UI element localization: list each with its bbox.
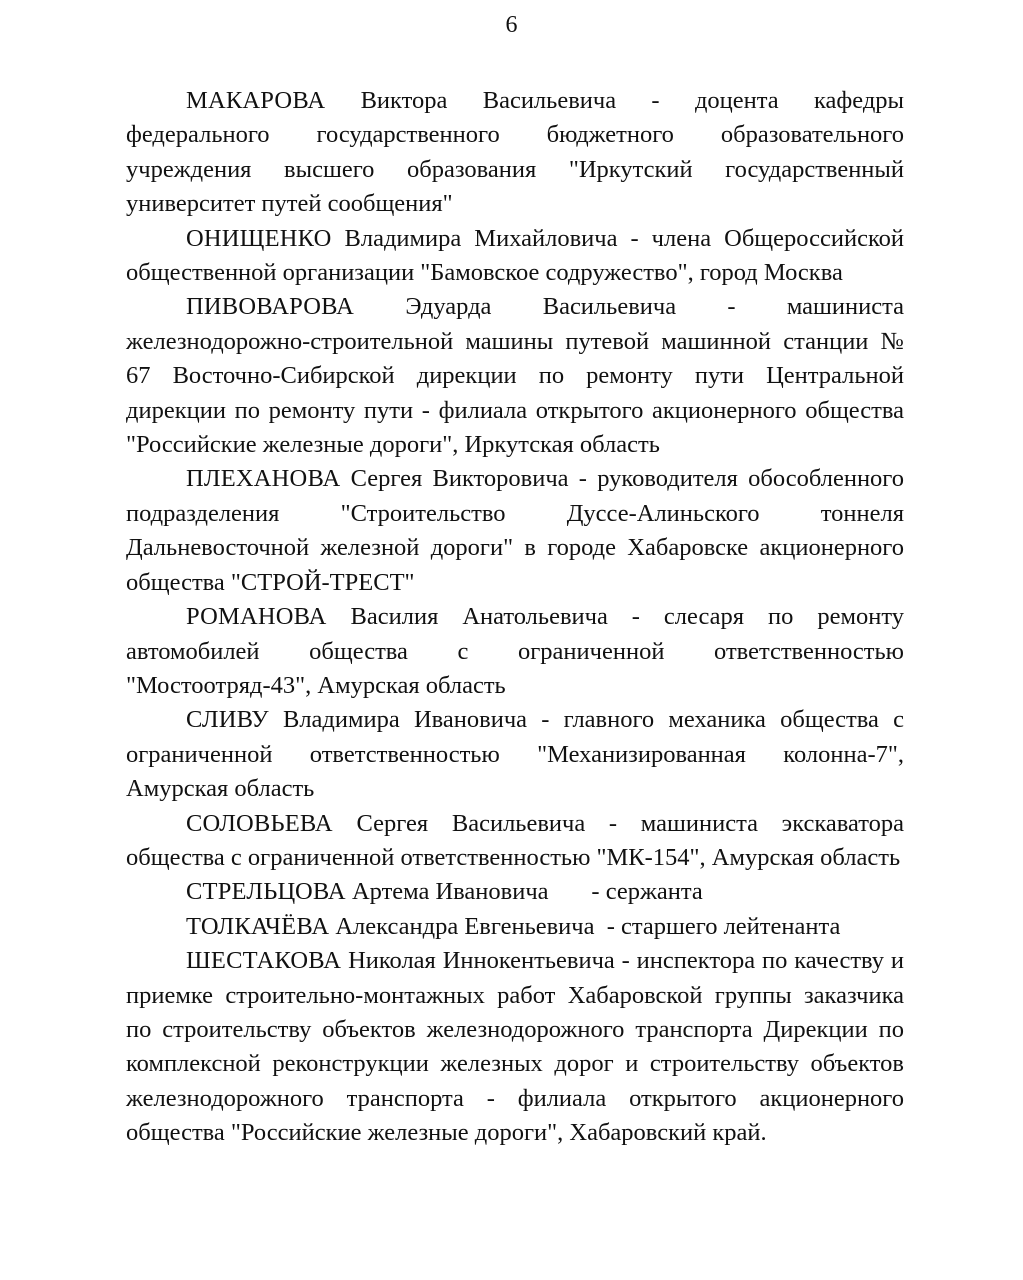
person-surname: ПЛЕХАНОВА xyxy=(186,465,341,493)
list-item xyxy=(126,703,904,806)
list-item xyxy=(126,807,904,876)
list-item xyxy=(126,910,904,944)
person-surname: СОЛОВЬЕВА xyxy=(186,809,333,837)
person-surname: ТОЛКАЧЁВА xyxy=(186,912,330,940)
person-details: Сергея Васильевича - машиниста экскаватора общества с ограниченной ответственностью "МК-154", Амурская область xyxy=(126,809,905,871)
person-details: Сергея Викторовича - руководителя обособленного подразделения "Строительство Дуссе-Алиньского тоннеля Дальневосточной железной дороги" в городе Хабаровске акционерного общества "СТРОЙ-ТРЕСТ" xyxy=(126,465,904,596)
list-item xyxy=(126,944,904,1150)
list-item xyxy=(126,222,904,291)
person-surname: ПИВОВАРОВА xyxy=(186,293,355,321)
award-list xyxy=(126,84,904,1151)
person-details: Владимира Михайловича - члена Общероссийской общественной организации "Бамовское содружество", город Москва xyxy=(126,224,904,287)
person-surname: ШЕСТАКОВА xyxy=(186,947,342,975)
person-details: Александра Евгеньевича - старшего лейтенанта xyxy=(335,912,841,940)
person-surname: РОМАНОВА xyxy=(186,603,327,631)
page-number: 6 xyxy=(505,12,518,38)
person-details: Виктора Васильевича - доцента кафедры федерального государственного бюджетного образовательного учреждения высшего образования "Иркутский государственный университет путей сообщения" xyxy=(126,87,904,218)
list-item xyxy=(126,462,904,600)
list-item xyxy=(126,290,904,462)
person-details: Эдуарда Васильевича - машиниста железнодорожно-строительной машины путевой машинной станции № 67 Восточно-Сибирской дирекции по ремонту пути Центральной дирекции по ремонту пути - филиала открытого акционерного общества "Российские железные дороги", Иркутская область xyxy=(126,293,904,459)
person-surname: СЛИВУ xyxy=(186,706,269,734)
person-details: Владимира Ивановича - главного механика общества с ограниченной ответственностью "Механизированная колонна-7", Амурская область xyxy=(126,706,904,803)
list-item xyxy=(126,875,904,909)
list-item xyxy=(126,84,904,222)
person-details: Николая Иннокентьевича - инспектора по качеству и приемке строительно-монтажных работ Хабаровской группы заказчика по строительству объектов железнодорожного транспорта Дирекции по комплексной реконструкции железных дорог и строительству объектов железнодорожного транспорта - филиала открытого акционерного общества "Российские железные дороги", Хабаровский край. xyxy=(126,947,904,1147)
person-surname: СТРЕЛЬЦОВА xyxy=(186,878,346,906)
person-surname: МАКАРОВА xyxy=(186,87,326,114)
list-item xyxy=(126,600,904,703)
person-details: Василия Анатольевича - слесаря по ремонту автомобилей общества с ограниченной ответственностью "Мостоотряд-43", Амурская область xyxy=(126,603,904,699)
person-surname: ОНИЩЕНКО xyxy=(186,224,332,252)
person-details: Артема Ивановича - сержанта xyxy=(351,878,703,906)
